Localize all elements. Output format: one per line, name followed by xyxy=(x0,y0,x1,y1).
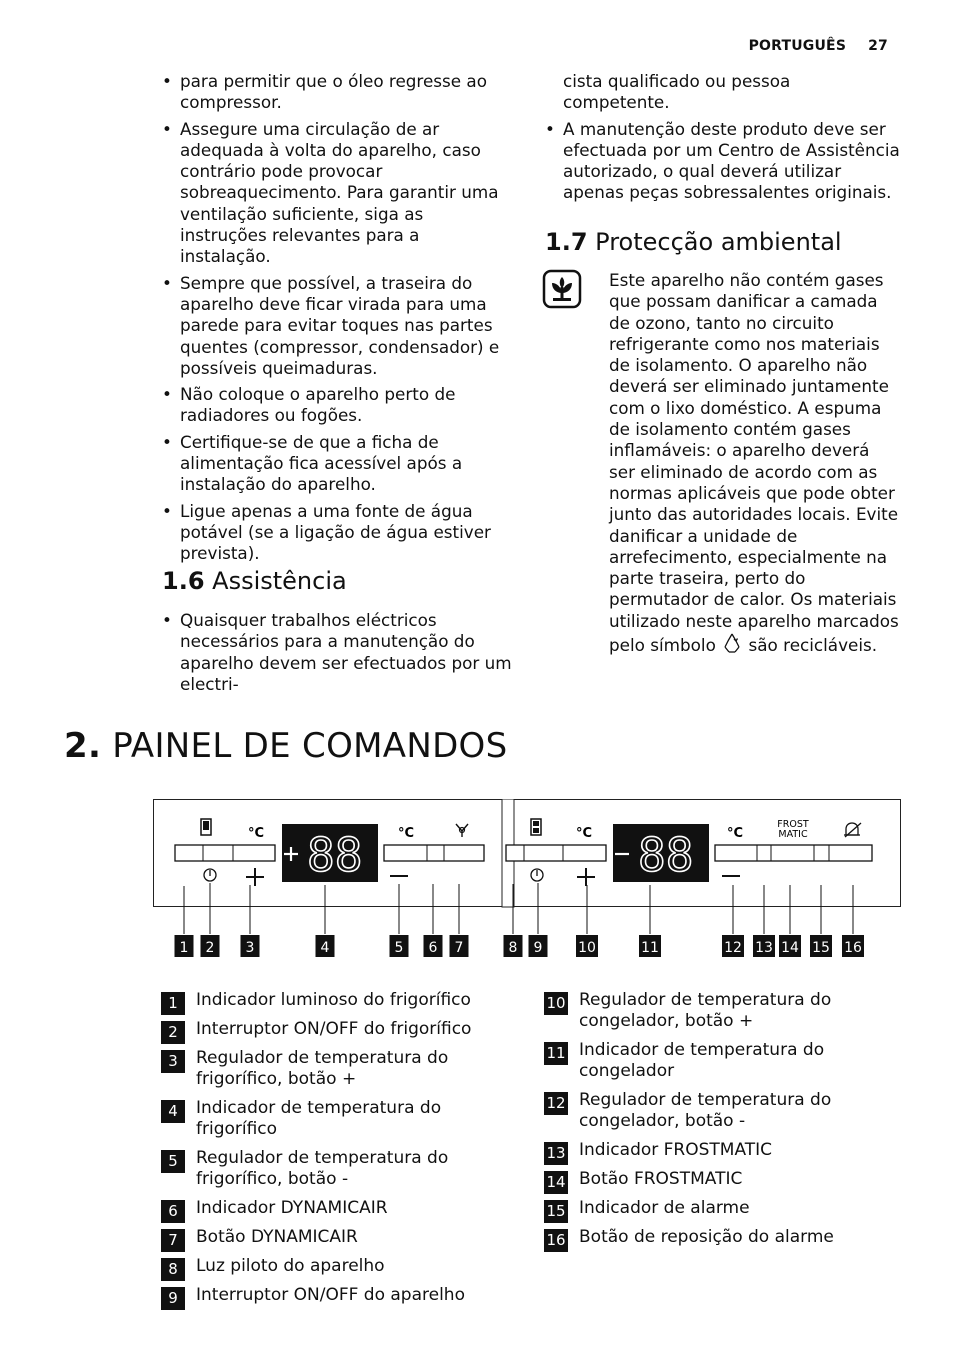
legend-text: Indicador FROSTMATIC xyxy=(579,1140,773,1160)
frostmatic-label-line2: MATIC xyxy=(778,829,808,840)
continued-paragraph: • para permitir que o óleo regresse ao compressor. xyxy=(162,71,514,114)
legend-text: Botão de reposição do alarme xyxy=(579,1227,834,1247)
callout-number: 15 xyxy=(812,940,830,956)
continued-paragraph: cista qualificado ou pessoa competente. xyxy=(563,71,791,113)
freezer-unit-label: °C xyxy=(576,826,593,841)
legend-item xyxy=(544,1090,904,1132)
callout-number: 7 xyxy=(454,940,464,956)
callout-number: 10 xyxy=(578,940,596,956)
header-language: PORTUGUÊS xyxy=(748,38,847,54)
legend-text: Regulador de temperatura do frigorífico, botão - xyxy=(196,1148,449,1189)
callout-number: 2 xyxy=(205,940,215,956)
legend-text: Botão DYNAMICAIR xyxy=(196,1227,358,1247)
legend-item xyxy=(544,1169,904,1190)
legend-number-badge: 1 xyxy=(161,992,185,1015)
legend-item xyxy=(161,990,521,1011)
callout-number: 6 xyxy=(428,940,438,956)
legend-item xyxy=(161,1098,521,1140)
legend-item xyxy=(161,1227,521,1248)
list-item: • Quaisquer trabalhos eléctricos necessários para a manutenção do aparelho devem ser efectuados por um electri- xyxy=(162,610,514,695)
legend-item xyxy=(544,990,904,1032)
legend-number-badge: 9 xyxy=(161,1287,185,1310)
callout-number: 5 xyxy=(394,940,404,956)
legend-number-badge: 12 xyxy=(544,1092,568,1115)
legend-number-badge: 13 xyxy=(544,1142,568,1165)
callout-number: 11 xyxy=(641,940,659,956)
freezer-display-digits: 88 xyxy=(638,828,694,882)
list-item: • A manutenção deste produto deve ser efectuada por um Centro de Assistência autorizado, o qual deverá utilizar apenas peças sobressalentes originais. xyxy=(545,119,901,204)
legend-text: Indicador de temperatura do congelador xyxy=(579,1040,825,1081)
legend-number-badge: 6 xyxy=(161,1200,185,1223)
fridge-display-digits: 88 xyxy=(307,828,363,882)
section-heading-1-7: 1.7 Protecção ambiental xyxy=(545,228,842,256)
legend-item xyxy=(161,1256,521,1277)
legend-left xyxy=(161,990,521,1314)
legend-item xyxy=(544,1140,904,1161)
legend-number-badge: 16 xyxy=(544,1229,568,1252)
legend-number-badge: 8 xyxy=(161,1258,185,1281)
legend-text: Botão FROSTMATIC xyxy=(579,1169,743,1189)
callout-numbers xyxy=(175,935,865,957)
fridge-unit-label: °C xyxy=(248,826,265,841)
legend-item xyxy=(161,1048,521,1090)
legend-text: Regulador de temperatura do congelador, botão - xyxy=(579,1090,832,1131)
legend-number-badge: 5 xyxy=(161,1150,185,1173)
fridge-temperature-display xyxy=(282,824,378,882)
freezer-temperature-display xyxy=(613,824,709,882)
legend-right xyxy=(544,990,904,1256)
legend-text: Indicador de temperatura do frigorífico xyxy=(196,1098,442,1139)
fridge-touch-strip[interactable] xyxy=(175,845,275,861)
fridge-light-icon xyxy=(201,819,211,835)
page-number: 27 xyxy=(868,38,888,54)
list-item: • Ligue apenas a uma fonte de água potável (se a ligação de água estiver prevista). xyxy=(162,501,514,565)
legend-text: Indicador DYNAMICAIR xyxy=(196,1198,388,1218)
left-column xyxy=(162,71,514,570)
environment-paragraph: Este aparelho não contém gases que possam danificar a camada de ozono, tanto no circuito refrigerante como nos materiais de isolamento. O aparelho não deverá ser eliminado juntamente com o lixo doméstico. A espuma de isolamento contém gases inflamáveis: o aparelho deverá ser eliminado de acordo com as normas aplicáveis que pode obter junto das autoridades locais. Evite danificar a unidade de arrefecimento, especialmente na parte traseira, perto do permutador de calor. Os materiais utilizado neste aparelho marcados pelo símbolo são recicláveis. xyxy=(609,270,899,656)
bullet-list xyxy=(162,119,514,565)
callout-number: 8 xyxy=(508,940,518,956)
list-item: • Sempre que possível, a traseira do aparelho deve ficar virada para uma parede para evitar toques nas partes quentes (compressor, condensador) e possíveis queimaduras. xyxy=(162,273,514,379)
legend-item xyxy=(161,1285,521,1306)
callout-number: 13 xyxy=(755,940,773,956)
legend-item xyxy=(161,1019,521,1040)
list-item: • Assegure uma circulação de ar adequada à volta do aparelho, caso contrário pode provocar sobreaquecimento. Para garantir uma ventilação suficiente, siga as instruções relevantes para a instalação. xyxy=(162,119,514,268)
legend-text: Indicador de alarme xyxy=(579,1198,750,1218)
callout-number: 1 xyxy=(179,940,189,956)
environment-icon xyxy=(542,269,582,309)
legend-number-badge: 3 xyxy=(161,1050,185,1073)
legend-text: Interruptor ON/OFF do frigorífico xyxy=(196,1019,472,1039)
legend-text: Indicador luminoso do frigorífico xyxy=(196,990,471,1010)
freezer-alarm-touch-strip[interactable] xyxy=(715,845,872,861)
callout-number: 16 xyxy=(844,940,862,956)
recycle-icon xyxy=(721,632,743,654)
legend-item xyxy=(161,1148,521,1190)
list-item: • Não coloque o aparelho perto de radiadores ou fogões. xyxy=(162,384,514,427)
legend-number-badge: 11 xyxy=(544,1042,568,1065)
appliance-light-icon xyxy=(531,819,541,835)
callout-number: 4 xyxy=(320,940,330,956)
frostmatic-label-line1: FROST xyxy=(777,819,809,830)
legend-number-badge: 2 xyxy=(161,1021,185,1044)
page-header xyxy=(749,38,888,54)
control-panel-diagram xyxy=(153,799,903,961)
callout-number: 3 xyxy=(245,940,255,956)
legend-item xyxy=(544,1040,904,1082)
legend-number-badge: 14 xyxy=(544,1171,568,1194)
legend-number-badge: 15 xyxy=(544,1200,568,1223)
freezer-touch-strip[interactable] xyxy=(506,845,606,861)
callout-number: 12 xyxy=(724,940,742,956)
legend-item xyxy=(161,1198,521,1219)
chapter-title: 2. PAINEL DE COMANDOS xyxy=(64,726,508,766)
legend-text: Regulador de temperatura do frigorífico, botão + xyxy=(196,1048,449,1089)
legend-number-badge: 10 xyxy=(544,992,568,1015)
legend-text: Interruptor ON/OFF do aparelho xyxy=(196,1285,465,1305)
fridge-unit-label-2: °C xyxy=(398,826,415,841)
legend-text: Luz piloto do aparelho xyxy=(196,1256,385,1276)
callout-number: 9 xyxy=(533,940,543,956)
callout-number: 14 xyxy=(781,940,799,956)
legend-number-badge: 7 xyxy=(161,1229,185,1252)
list-item: • Certifique-se de que a ficha de alimentação fica acessível após a instalação do aparelho. xyxy=(162,432,514,496)
legend-number-badge: 4 xyxy=(161,1100,185,1123)
freezer-unit-label-2: °C xyxy=(727,826,744,841)
dynamicair-touch-strip[interactable] xyxy=(384,845,484,861)
right-column xyxy=(545,71,901,209)
legend-text: Regulador de temperatura do congelador, botão + xyxy=(579,990,832,1031)
section-1-6-body xyxy=(162,610,514,700)
legend-item xyxy=(544,1227,904,1248)
section-heading-1-6: 1.6 Assistência xyxy=(162,567,347,595)
legend-item xyxy=(544,1198,904,1219)
